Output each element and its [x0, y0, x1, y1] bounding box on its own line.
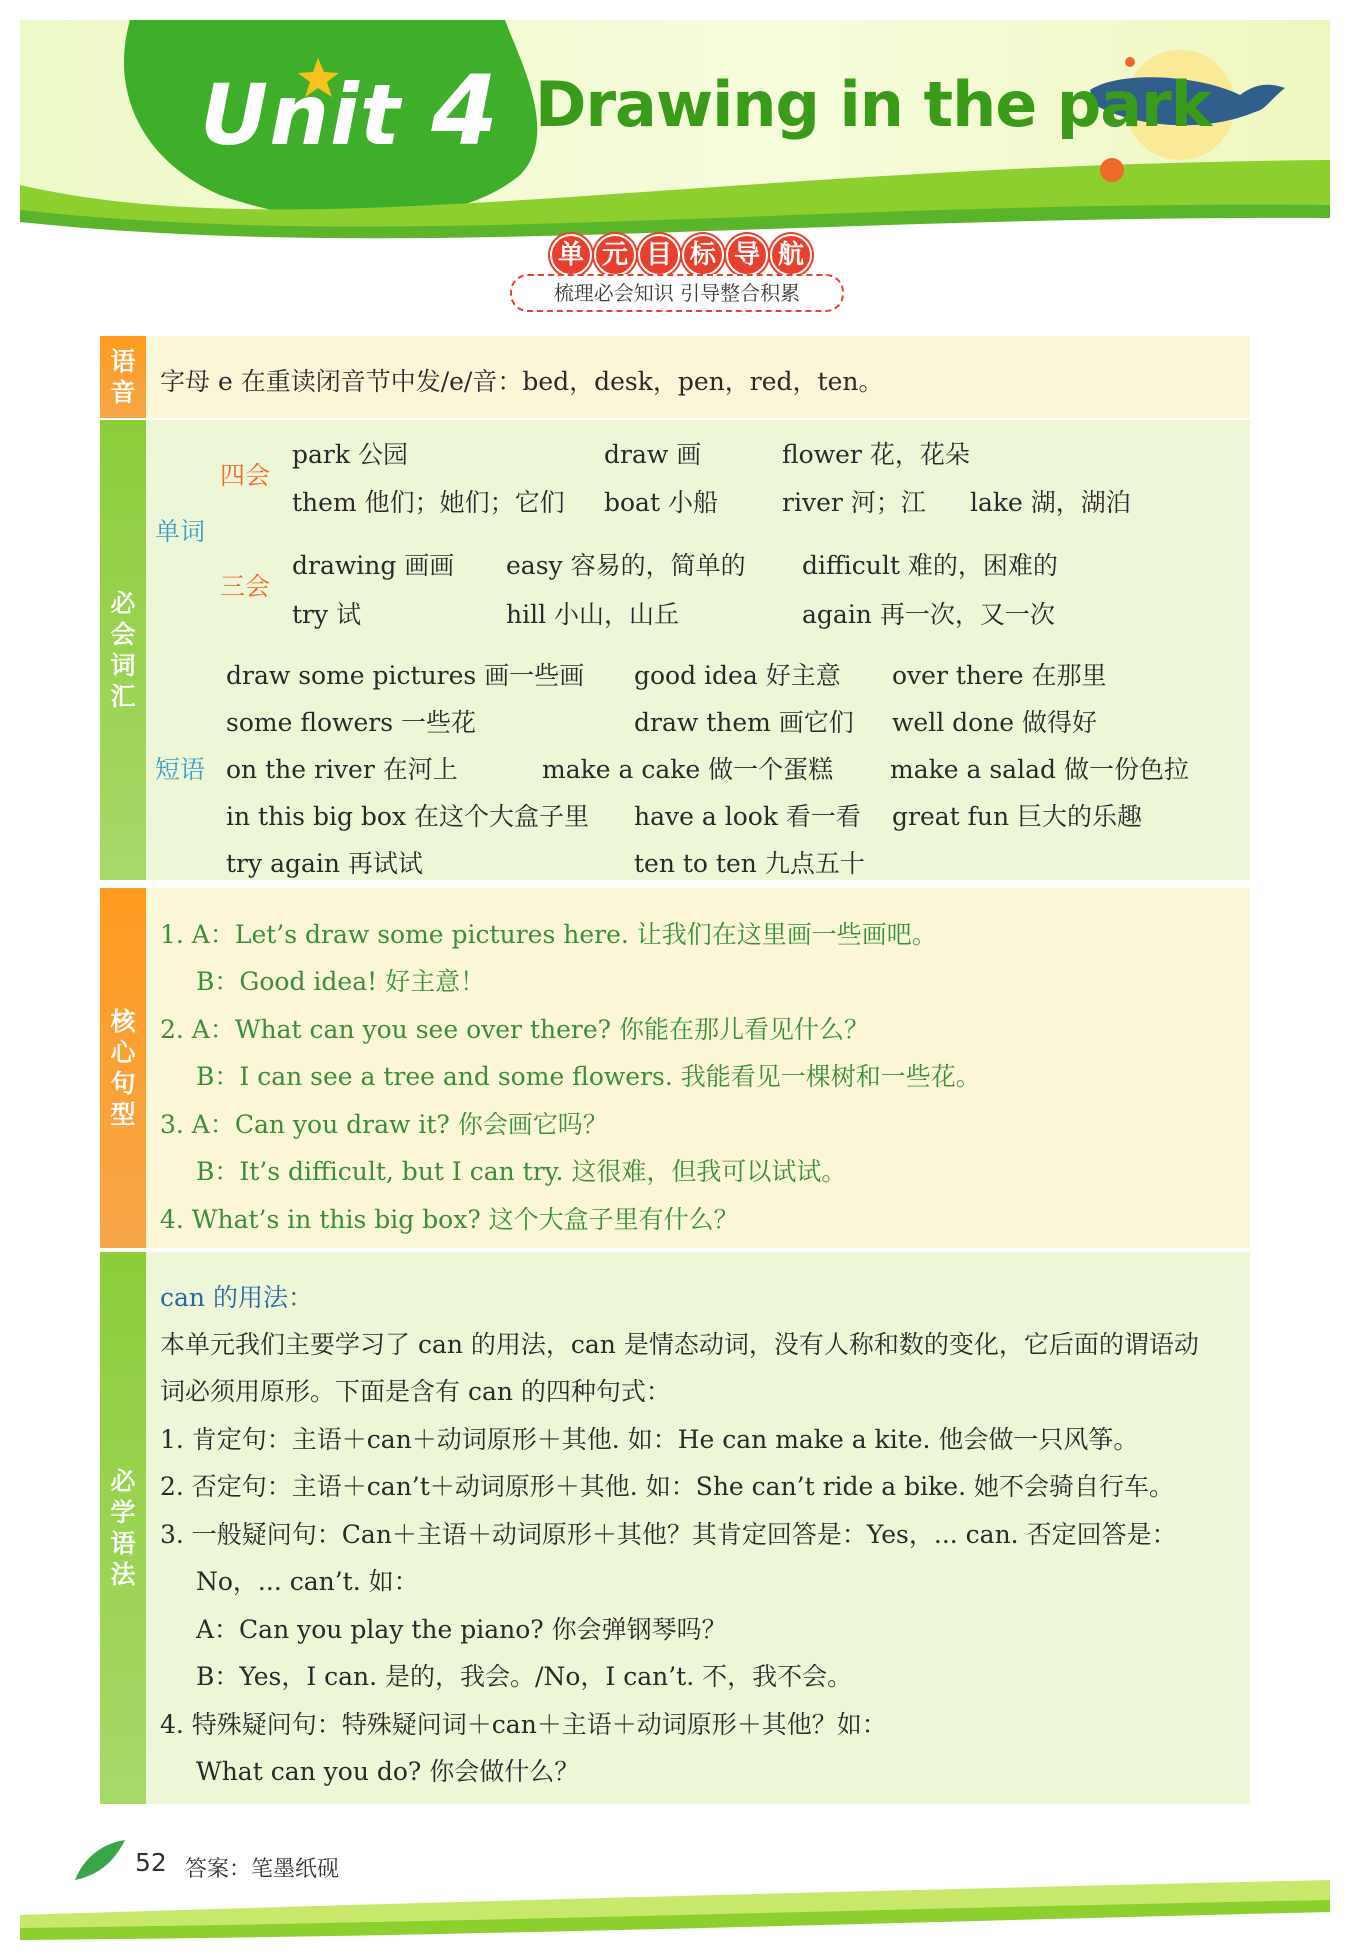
- phrase-item: make a salad 做一份色拉: [890, 755, 1189, 784]
- grammar-heading: can 的用法：: [160, 1283, 313, 1312]
- vocab-label: 必 会 词 汇: [100, 420, 146, 880]
- word-item: draw 画: [604, 440, 702, 469]
- word-item: drawing 画画: [292, 551, 455, 580]
- sentences-label: 核 心 句 型: [100, 888, 146, 1248]
- unit-title: [200, 55, 499, 167]
- footer-wave: [0, 1870, 1350, 1940]
- word-item: them 他们；她们；它们: [292, 488, 565, 517]
- grammar-line: 本单元我们主要学习了 can 的用法，can 是情态动词，没有人称和数的变化，它后面的谓语动: [160, 1330, 1199, 1359]
- grammar-line: 词必须用原形。下面是含有 can 的四种句式：: [160, 1377, 671, 1406]
- badge-char: 单: [550, 234, 592, 276]
- phrase-item: over there 在那里: [892, 661, 1107, 690]
- badge-char: 航: [770, 234, 812, 276]
- ball-icon: [1100, 158, 1124, 182]
- phrase-item: well done 做得好: [892, 708, 1098, 737]
- word-item: park 公园: [292, 440, 408, 469]
- phonics-label: 语 音: [100, 336, 146, 418]
- sentence-line: 2. A：What can you see over there? 你能在那儿看见什么？: [160, 1015, 869, 1044]
- grammar-line: A：Can you play the piano? 你会弹钢琴吗？: [196, 1615, 727, 1644]
- phrase-item: draw them 画它们: [634, 708, 854, 737]
- phrase-item: ten to ten 九点五十: [634, 849, 865, 878]
- page-number: 52: [135, 1848, 167, 1877]
- phonics-text: 字母 e 在重读闭音节中发/e/音：bed，desk，pen，red，ten。: [160, 367, 884, 396]
- phrase-item: make a cake 做一个蛋糕: [542, 755, 834, 784]
- phrase-item: try again 再试试: [226, 849, 423, 878]
- grammar-line: 3. 一般疑问句：Can＋主语＋动词原形＋其他？其肯定回答是：Yes，... can. 否定回答是：: [160, 1520, 1177, 1549]
- grammar-line: 4. 特殊疑问句：特殊疑问词＋can＋主语＋动词原形＋其他？如：: [160, 1710, 887, 1739]
- grammar-label: 必 学 语 法: [100, 1252, 146, 1804]
- sentence-line: B：It’s difficult, but I can try. 这很难，但我可以试试。: [196, 1157, 847, 1186]
- sentence-line: B：I can see a tree and some flowers. 我能看见一棵树和一些花。: [196, 1062, 981, 1091]
- phrase-item: on the river 在河上: [226, 755, 458, 784]
- badge-char: 标: [682, 234, 724, 276]
- phrase-item: some flowers 一些花: [226, 708, 476, 737]
- sentence-line: 3. A：Can you draw it? 你会画它吗？: [160, 1110, 608, 1139]
- word-item: river 河；江: [782, 488, 926, 517]
- sentence-line: 1. A：Let’s draw some pictures here. 让我们在这里画一些画吧。: [160, 920, 937, 949]
- page-title: Drawing in the park: [535, 68, 1211, 141]
- grammar-line: 1. 肯定句：主语＋can＋动词原形＋其他. 如：He can make a kite. 他会做一只风筝。: [160, 1425, 1139, 1454]
- unit-word: Unit: [200, 66, 401, 164]
- sentence-line: B：Good idea! 好主意！: [196, 967, 486, 996]
- four-skills-label: 四会: [220, 461, 271, 490]
- badge-char: 目: [638, 234, 680, 276]
- grammar-line: B：Yes，I can. 是的，我会。/No，I can’t. 不，我不会。: [196, 1662, 853, 1691]
- three-skills-label: 三会: [220, 572, 271, 601]
- phrase-item: draw some pictures 画一些画: [226, 661, 585, 690]
- word-item: try 试: [292, 600, 362, 629]
- word-item: easy 容易的，简单的: [506, 551, 746, 580]
- unit-number: 4: [431, 55, 500, 167]
- footer-note: 答案：笔墨纸砚: [185, 1857, 340, 1882]
- words-category: 单词: [155, 517, 206, 546]
- phrases-category: 短语: [155, 755, 206, 784]
- word-item: hill 小山，山丘: [506, 600, 680, 629]
- word-item: difficult 难的，困难的: [802, 551, 1058, 580]
- word-item: again 再一次，又一次: [802, 600, 1055, 629]
- badge-char: 元: [594, 234, 636, 276]
- word-item: boat 小船: [604, 488, 718, 517]
- phrase-item: in this big box 在这个大盒子里: [226, 802, 590, 831]
- phrase-item: good idea 好主意: [634, 661, 841, 690]
- badge-subtitle: 梳理必会知识 引导整合积累: [510, 274, 844, 312]
- badge-title: [550, 234, 812, 276]
- badge-char: 导: [726, 234, 768, 276]
- section-badge: [510, 232, 840, 314]
- word-item: flower 花，花朵: [782, 440, 970, 469]
- grammar-line: 2. 否定句：主语＋can’t＋动词原形＋其他. 如：She can’t ride a bike. 她不会骑自行车。: [160, 1472, 1174, 1501]
- grammar-line: No，... can’t. 如：: [196, 1567, 419, 1596]
- word-item: lake 湖，湖泊: [970, 488, 1131, 517]
- grammar-line: What can you do? 你会做什么？: [196, 1757, 580, 1786]
- sentence-line: 4. What’s in this big box? 这个大盒子里有什么？: [160, 1205, 739, 1234]
- phrase-item: great fun 巨大的乐趣: [892, 802, 1143, 831]
- phrase-item: have a look 看一看: [634, 802, 861, 831]
